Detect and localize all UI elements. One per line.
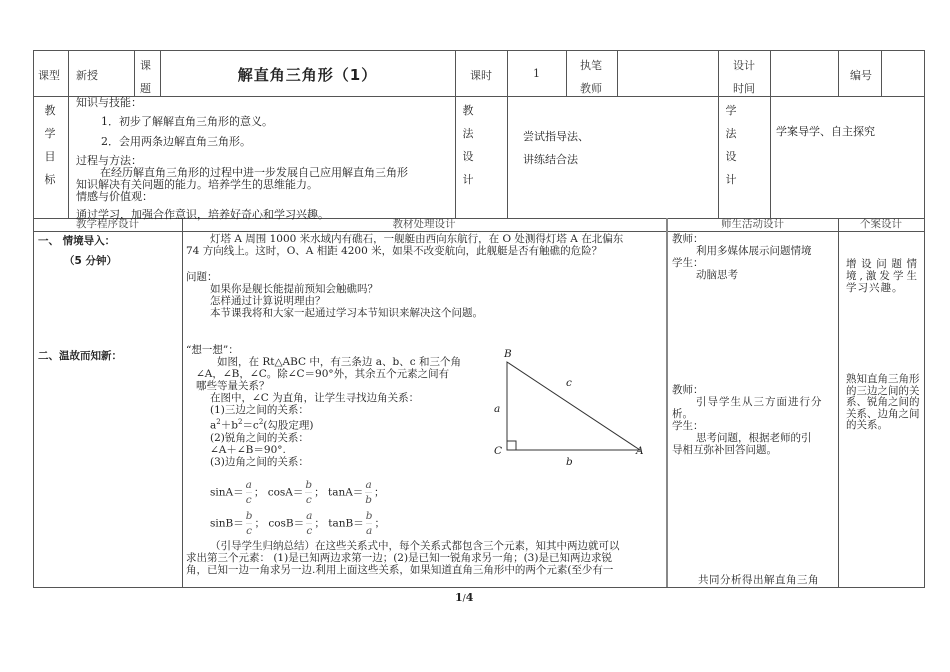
trig-fn: cosA＝ — [267, 486, 304, 499]
table-border-right — [924, 50, 925, 588]
fraction — [246, 510, 253, 537]
objectives-label-char: 学 — [44, 127, 56, 140]
trig-fn: sinA＝ — [210, 486, 244, 499]
trig-fn: tanA＝ — [327, 486, 364, 499]
question-item: 怎样通过计算说明理由？ — [210, 295, 326, 307]
page-title: 解直角三角形（1） — [237, 66, 378, 84]
topic-label-char: 课 — [140, 59, 151, 72]
scenario-text: 74 方向线上。这时，O、A 相距 4200 米，如果不改变航向，此舰艇是否有触礁的危险？ — [186, 245, 603, 257]
student-text: 动脑思考 — [696, 269, 738, 281]
vertex-a-label: A — [636, 445, 644, 457]
fraction — [305, 479, 312, 506]
intro-text: ∠A，∠B，∠C。除∠C＝90°外，其余五个元素之间有 — [196, 368, 450, 380]
design-time-label-line: 设计 — [733, 59, 755, 72]
summary-line: 角，已知一边一角求另一边.利用上面这些关系，如果知道直角三角形中的两个元素(至少有一 — [186, 564, 614, 576]
trig-fn: sinB＝ — [210, 517, 244, 530]
vertex-b-label: B — [504, 348, 512, 360]
col-divider — [134, 50, 135, 96]
number-label: 编号 — [850, 69, 872, 82]
col-divider — [566, 50, 567, 96]
teacher-text: 析。 — [672, 408, 693, 420]
procedure-header: 教学程序设计 — [76, 218, 139, 230]
objectives-label-char: 标 — [44, 173, 56, 186]
fraction — [366, 510, 373, 537]
col-divider — [838, 50, 839, 96]
section-duration: （5 分钟） — [64, 255, 117, 267]
section-2-title: 二、温故而知新： — [38, 350, 122, 362]
author-label — [580, 54, 602, 100]
col-divider — [68, 96, 69, 218]
table-border-left — [33, 50, 34, 588]
denominator: a — [365, 525, 373, 537]
denominator: b — [365, 494, 373, 506]
teaching-method-label — [461, 99, 475, 191]
trig-fn: tanB＝ — [328, 517, 364, 530]
teacher-label: 教师： — [672, 384, 704, 396]
page-total: 4 — [465, 591, 474, 604]
col-divider — [68, 50, 69, 96]
table-border-top — [33, 50, 925, 51]
student-text: 导相互弥补回答问题。 — [672, 444, 777, 456]
process-text: 知识解决有关问题的能力。培养学生的思维能力。 — [76, 178, 318, 191]
learning-method-label-char: 计 — [725, 173, 737, 186]
student-label: 学生： — [672, 420, 704, 432]
numerator: a — [245, 479, 252, 491]
learning-method-label — [724, 99, 738, 191]
knowledge-item: 2．会用两条边解直角三角形。 — [101, 135, 251, 148]
numerator: a — [365, 479, 372, 491]
teaching-method-label-char: 教 — [462, 104, 474, 117]
lesson-type-label: 课型 — [38, 69, 60, 82]
teacher-text: 利用多媒体展示问题情境 — [696, 245, 812, 257]
angle-sum-formula: ∠A＋∠B＝90°. — [210, 443, 286, 456]
numerator: b — [245, 510, 253, 522]
col-divider — [718, 50, 719, 96]
section-2-case: 熟知直角三角形的三边之间的关系、锐角之间的关系、边角之间的关系。 — [846, 373, 920, 431]
learning-method-label-char: 学 — [725, 104, 737, 117]
periods-value: 1 — [533, 67, 540, 80]
separator: ； — [374, 517, 385, 530]
col-divider — [455, 50, 456, 96]
col-divider — [770, 50, 771, 96]
teaching-method-label-char: 计 — [462, 173, 474, 186]
objectives-label — [43, 99, 57, 191]
denominator: c — [305, 494, 312, 506]
relation-label: (1)三边之间的关系： — [210, 404, 309, 416]
section-2-material — [186, 344, 486, 468]
objectives-content — [76, 96, 452, 221]
denominator: c — [306, 525, 313, 537]
knowledge-item: 1．初步了解解直角三角形的意义。 — [101, 115, 273, 128]
numerator: a — [306, 510, 313, 522]
learning-method-label-char: 法 — [725, 127, 737, 140]
summary-text — [186, 540, 664, 576]
fraction — [365, 479, 372, 506]
fraction — [246, 479, 252, 506]
col-divider — [507, 96, 508, 218]
question-item: 如果你是舰长能提前预知会触礁吗？ — [210, 283, 378, 295]
teaching-method-label-char: 法 — [462, 127, 474, 140]
relation-label: (3)边角之间的关系： — [210, 455, 309, 468]
vertex-c-label: C — [494, 445, 503, 457]
row-divider — [33, 231, 925, 232]
author-label-line: 执笔 — [580, 59, 602, 72]
relation-label: (2)锐角之间的关系： — [210, 431, 309, 444]
teaching-method-label-char: 设 — [462, 150, 474, 163]
activity-header: 师生活动设计 — [721, 218, 784, 230]
author-label-line: 教师 — [580, 82, 602, 95]
learning-method-label-char: 设 — [725, 150, 737, 163]
case-header: 个案设计 — [860, 218, 902, 230]
teaching-method-content — [523, 125, 589, 171]
col-divider — [455, 96, 456, 218]
teaching-method-item: 尝试指导法、 — [523, 130, 589, 143]
section-title: 一、 情境导入： — [38, 235, 116, 247]
formula-part: (勾股定理) — [263, 419, 314, 432]
student-label: 学生： — [672, 257, 704, 269]
knowledge-heading: 知识与技能： — [76, 96, 142, 109]
section-1-material — [186, 233, 664, 319]
side-b-label: b — [566, 456, 573, 468]
right-triangle-diagram — [490, 350, 650, 470]
table-border-bottom — [33, 587, 925, 588]
section-2-activity — [672, 384, 834, 456]
guide-text: 在图中，∠C 为直角，让学生寻找边角关系： — [210, 392, 420, 404]
trig-fn: cosB＝ — [268, 517, 305, 530]
page-separator: / — [462, 594, 466, 604]
separator: ； — [374, 486, 385, 499]
page-number — [455, 591, 473, 604]
emotion-text: 通过学习，加强合作意识，培养好奇心和学习兴趣。 — [76, 208, 329, 221]
question-item: 本节课我将和大家一起通过学习本节知识来解决这个问题。 — [210, 307, 483, 319]
think-label: “想一想”： — [186, 344, 239, 356]
triangle-svg — [490, 350, 650, 470]
numerator: b — [365, 510, 373, 522]
separator: ； — [314, 486, 325, 499]
summary-line: （引导学生归纳总结）在这些关系式中，每个关系式都包含三个元素，知其中两边就可以 — [210, 540, 620, 552]
scenario-text: 灯塔 A 周围 1000 米水域内有礁石，一舰艇由西向东航行，在 O 处测得灯塔 A 在北偏东 — [210, 233, 624, 245]
separator: ； — [254, 517, 265, 530]
separator: ； — [314, 517, 325, 530]
intro-text: 如图，在 Rt△ABC 中，有三条边 a、b、c 和三个角 — [217, 356, 461, 368]
design-time-label-line: 时间 — [733, 82, 755, 95]
section-2-activity-continued: 共同分析得出解直角三角 — [698, 574, 819, 586]
topic-label-char: 题 — [140, 82, 151, 95]
separator: ； — [253, 486, 265, 499]
intro-text: 哪些等量关系？ — [196, 380, 270, 392]
col-divider — [182, 218, 183, 587]
col-divider — [838, 218, 839, 587]
section-1-procedure — [38, 233, 117, 268]
design-time-label — [733, 54, 755, 100]
process-text: 在经历解直角三角形的过程中进一步发展自己应用解直角三角形 — [100, 166, 408, 179]
learning-method-text: 学案导学、自主探究 — [776, 125, 875, 138]
trig-row-b — [210, 510, 385, 537]
col-divider — [881, 50, 882, 96]
denominator: c — [246, 525, 253, 537]
trig-row-a — [210, 479, 385, 506]
formula-part: a — [210, 419, 217, 432]
topic-label — [140, 54, 154, 100]
formula-part: ＋b — [220, 419, 238, 432]
col-divider — [770, 96, 771, 218]
fraction — [306, 510, 312, 537]
col-divider — [617, 50, 618, 96]
material-header: 教材处理设计 — [392, 218, 456, 230]
pythagorean-formula: $a^2+b^2=c^2$(勾股定理) — [210, 418, 314, 432]
side-c-label: c — [566, 377, 572, 389]
question-label: 问题： — [186, 271, 218, 283]
objectives-label-char: 目 — [44, 150, 56, 163]
col-divider — [666, 218, 668, 587]
lesson-type-value: 新授 — [76, 69, 98, 82]
numerator: b — [305, 479, 313, 491]
student-text: 思考问题，根据老师的引 — [696, 432, 812, 444]
process-heading: 过程与方法： — [76, 154, 142, 167]
objectives-label-char: 教 — [44, 104, 56, 117]
side-a-label: a — [494, 403, 501, 415]
summary-line: 求出第三个元素： (1)是已知两边求第一边；(2)是已知一锐角求另一角；(3)是已知两边求锐 — [186, 552, 612, 564]
section-1-case: 增设问题情境,激发学生学习兴趣。 — [846, 258, 918, 294]
teaching-method-item: 讲练结合法 — [523, 153, 578, 166]
periods-label: 课时 — [470, 69, 492, 82]
page-current: 1 — [455, 591, 463, 604]
emotion-heading: 情感与价值观： — [76, 190, 153, 203]
teacher-label: 教师： — [672, 233, 704, 245]
section-1-activity — [672, 233, 834, 281]
teacher-text: 引导学生从三方面进行分 — [696, 396, 823, 408]
denominator: c — [245, 494, 252, 506]
formula-part: ＝c — [242, 419, 259, 432]
col-divider — [718, 96, 719, 218]
